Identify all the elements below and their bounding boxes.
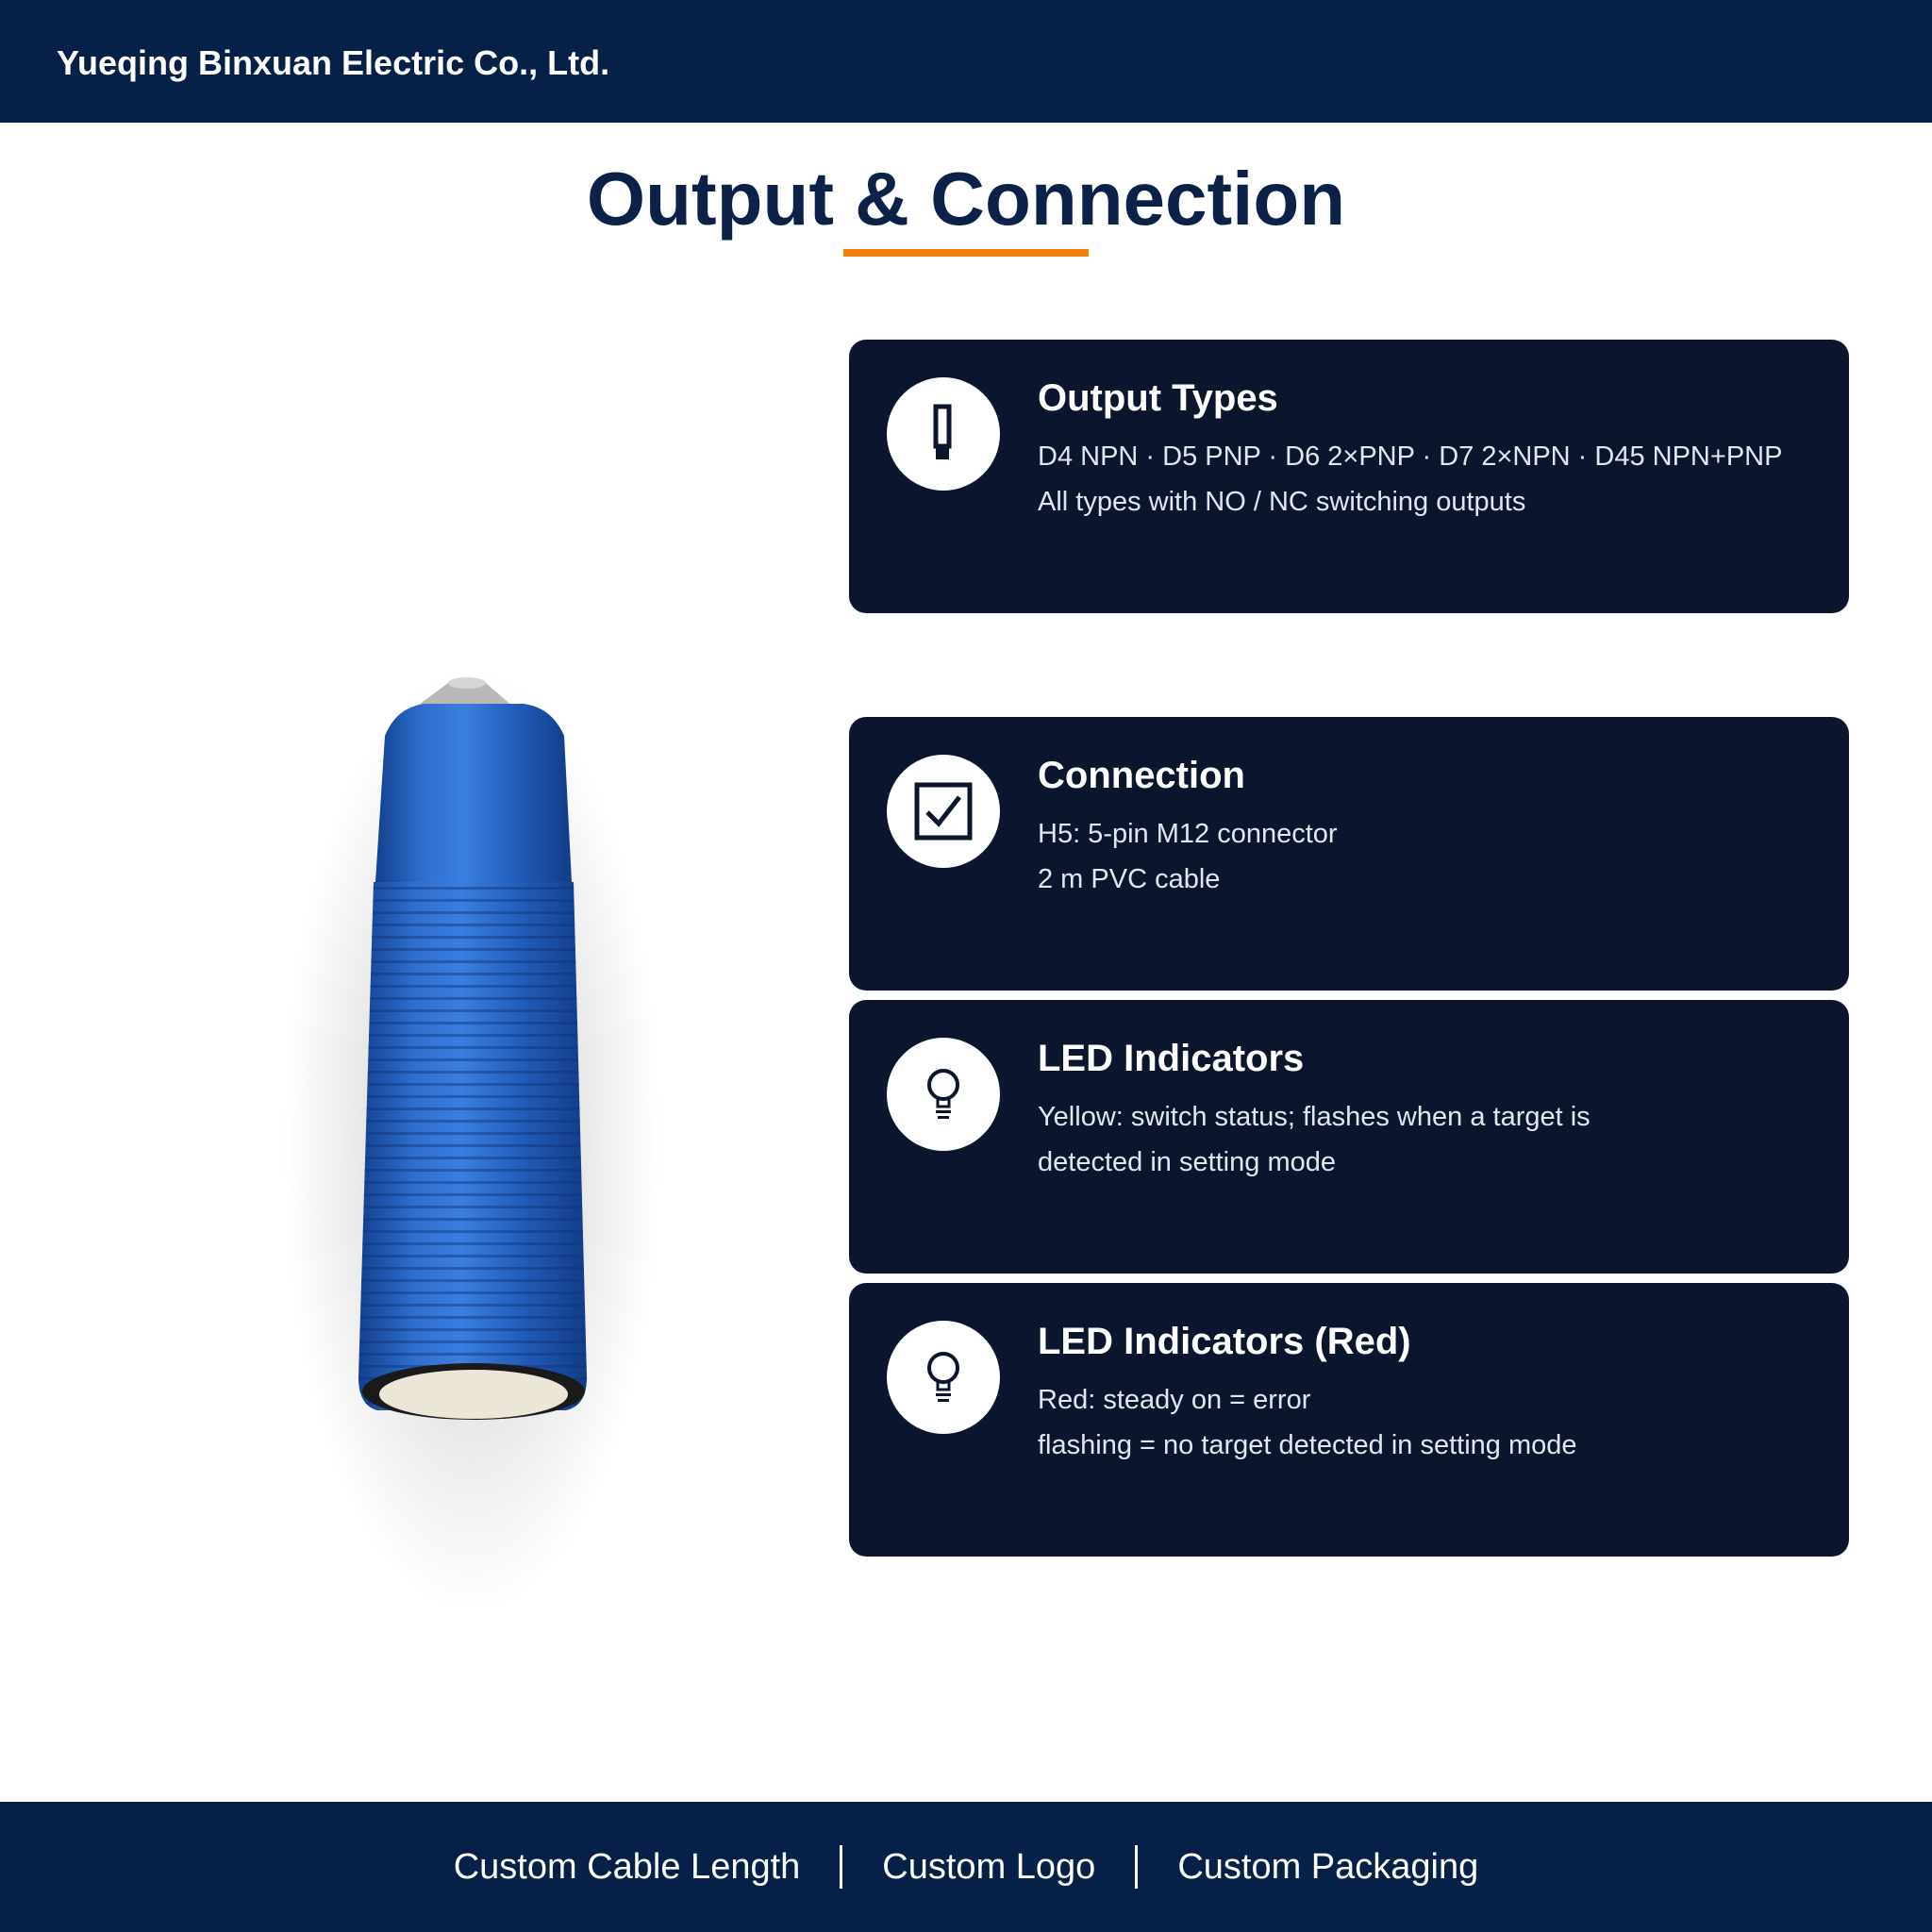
card-text-line-2: flashing = no target detected in setting mode xyxy=(1038,1430,1577,1460)
card-output-types xyxy=(849,340,1849,613)
card-title: Connection xyxy=(1038,755,1245,796)
lightbulb-icon xyxy=(887,1321,1000,1434)
card-title: LED Indicators (Red) xyxy=(1038,1321,1411,1362)
card-title: Output Types xyxy=(1038,377,1278,419)
feature-custom-cable-length: Custom Cable Length xyxy=(453,1846,801,1887)
card-text-line-2: All types with NO / NC switching outputs xyxy=(1038,487,1526,517)
feature-custom-logo: Custom Logo xyxy=(882,1846,1096,1887)
lightbulb-icon xyxy=(887,1038,1000,1151)
card-text-line-1: D4 NPN · D5 PNP · D6 2×PNP · D7 2×NPN · D45 NPN+PNP xyxy=(1038,441,1783,472)
card-text-line-1: H5: 5-pin M12 connector xyxy=(1038,819,1338,849)
company-name: Yueqing Binxuan Electric Co., Ltd. xyxy=(57,43,610,82)
card-led-indicators xyxy=(849,1000,1849,1274)
bottom-feature-bar xyxy=(0,1802,1932,1932)
product-sensor-image xyxy=(283,670,679,1623)
card-led-indicators-red xyxy=(849,1283,1849,1557)
card-text-line-2: detected in setting mode xyxy=(1038,1147,1336,1177)
card-text-line-1: Yellow: switch status; flashes when a target is xyxy=(1038,1102,1591,1132)
card-connection xyxy=(849,717,1849,991)
card-text-line-2: 2 m PVC cable xyxy=(1038,864,1221,894)
card-text-line-1: Red: steady on = error xyxy=(1038,1385,1311,1415)
feature-custom-packaging: Custom Packaging xyxy=(1177,1846,1479,1887)
top-header-bar xyxy=(0,0,1932,123)
checkbox-icon xyxy=(887,755,1000,868)
sensor-output-icon xyxy=(887,377,1000,491)
title-underline xyxy=(843,249,1089,257)
card-title: LED Indicators xyxy=(1038,1038,1305,1079)
page-title: Output & Connection xyxy=(586,157,1346,241)
